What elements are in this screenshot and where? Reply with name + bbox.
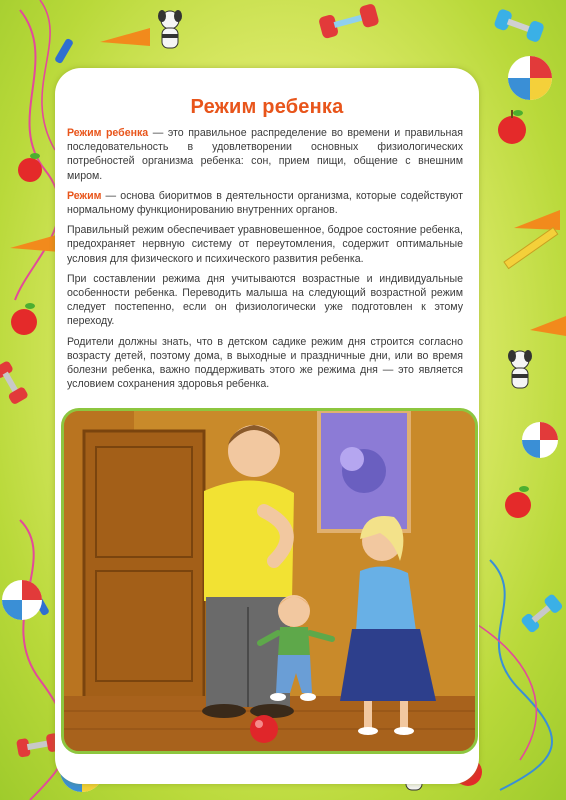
term-highlight: Режим [67, 189, 102, 202]
jump-rope-icon [490, 560, 552, 790]
jump-rope-icon [30, 590, 50, 617]
family-illustration [61, 408, 478, 754]
jump-rope-icon [54, 38, 74, 65]
carrot-icon [514, 210, 560, 230]
dumbbell-icon [493, 8, 545, 43]
apple-icon [498, 110, 526, 144]
apple-icon [18, 153, 42, 182]
toy-dog-icon [508, 350, 532, 388]
dumbbell-icon [0, 360, 29, 405]
jump-rope-icon [40, 0, 55, 150]
paragraph-4: При составлении режима дня учитываются возрастные и индивидуальные особенности ребенка. Переводить малыша на следующий возрастной режим следует постепенно, если он физиологически уже подготовлен к этому переходу. [67, 272, 463, 328]
beach-ball-icon [508, 56, 552, 100]
page-title: Режим ребенка [190, 96, 344, 118]
article-body [67, 126, 463, 397]
carrot-icon [100, 28, 150, 46]
paragraph-1: Режим ребенка — это правильное распределение во времени и правильная последовательность в удовлетворении основных физиологических потребностей организма ребенка: сон, прием пищи, общение с внешним миром. [67, 127, 464, 182]
ball [250, 715, 278, 743]
carrot-icon [530, 316, 566, 336]
family-scene-svg [64, 411, 475, 751]
beach-ball-icon [2, 580, 42, 620]
apple-icon [11, 303, 37, 335]
content-card [55, 68, 479, 784]
paragraph-2: Режим — основа биоритмов в деятельности организма, которые содействуют нормальному функционированию внутренних органов. [67, 189, 463, 217]
apple-icon [505, 486, 531, 518]
dumbbell-icon [520, 593, 564, 634]
paragraph-3: Правильный режим обеспечивает уравновешенное, бодрое состояние ребенка, предохраняет нервную систему от переутомления, содержит оптимальные условия для физического и психического развития ребенка. [67, 224, 463, 265]
door [84, 431, 204, 701]
jump-rope-icon [470, 620, 536, 760]
jump-rope-icon [15, 10, 59, 300]
beach-ball-icon [522, 422, 558, 458]
dumbbell-icon [318, 3, 380, 39]
term-highlight: Режим ребенка [67, 127, 149, 139]
toy-dog-icon [158, 10, 182, 48]
dumbbell-icon [16, 733, 60, 758]
paragraph-5: Родители должны знать, что в детском садике режим дня строится согласно возрасту детей, поэтому дома, в выходные и праздничные дни, или во время болезни ребенка, важно поддерживать этого же режима дня — это является условием сохранения здоровья ребенка. [67, 335, 463, 391]
tape-measure-icon [504, 228, 558, 269]
carrot-icon [10, 234, 60, 252]
